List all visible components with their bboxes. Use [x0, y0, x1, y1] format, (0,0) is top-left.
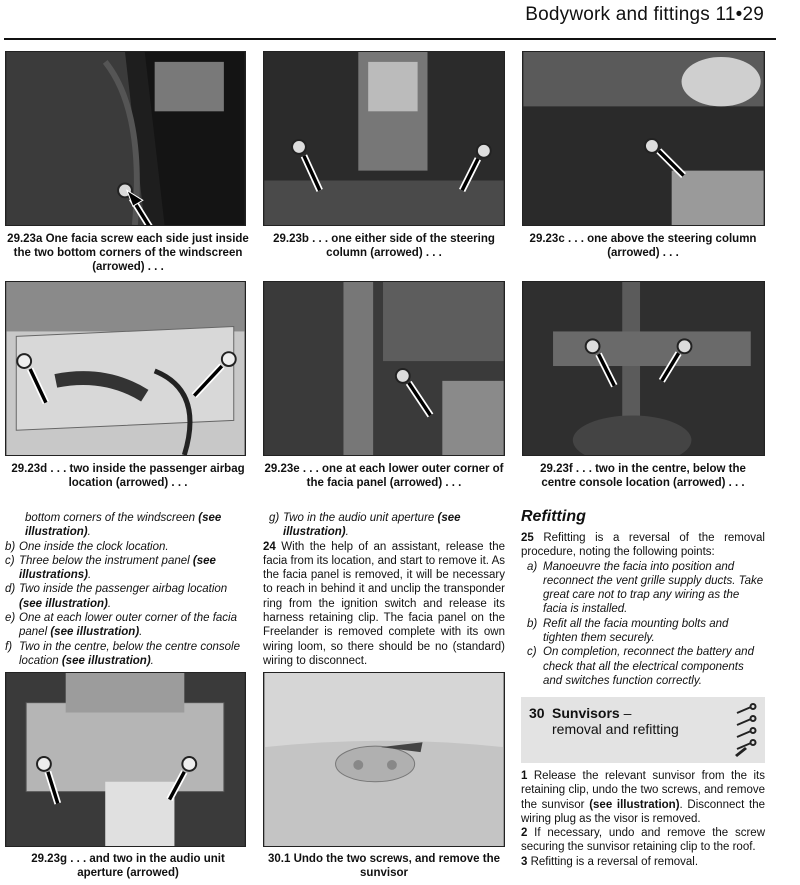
- text-column-3: [521, 531, 765, 688]
- paragraph-2: 2 If necessary, undo and remove the screw securing the sunvisor retaining clip to the roof.: [521, 827, 765, 854]
- caption-29-23f: 29.23f . . . two in the centre, below the centre console location (arrowed) . . .: [540, 463, 746, 489]
- section-subtitle: removal and refitting: [552, 721, 679, 737]
- section-number: 30: [529, 705, 545, 721]
- photo-windscreen-corner-image: [6, 52, 245, 225]
- list-item-f: f) Two in the centre, below the centre console location (see illustration).: [5, 640, 240, 667]
- caption-29-23a: 29.23a One facia screw each side just inside the two bottom corners of the windscreen (arrowed) . . .: [7, 233, 249, 273]
- photo-29-23b: [263, 51, 505, 226]
- caption-29-23e: 29.23e . . . one at each lower outer corner of the facia panel (arrowed) . . .: [264, 463, 504, 489]
- section-30-text: [521, 769, 765, 869]
- text-column-2: [263, 511, 505, 668]
- caption-29-23g: 29.23g . . . and two in the audio unit aperture (arrowed): [31, 853, 225, 879]
- list-item-d: d) Two inside the passenger airbag location (see illustration).: [5, 583, 228, 610]
- photo-above-steering-image: [523, 52, 764, 225]
- refit-item-a: a) Manoeuvre the facia into position and reconnect the vent grille supply ducts. Take great care not to trap any wiring as the facia is installed.: [527, 560, 764, 616]
- spanner-rating-icon: [733, 703, 759, 757]
- photo-30-1: [263, 672, 505, 847]
- caption-30-1: 30.1 Undo the two screws, and remove the sunvisor: [268, 853, 500, 879]
- list-item-g: g) Two in the audio unit aperture (see illustration).: [269, 512, 461, 539]
- section-30-header: [521, 697, 765, 763]
- photo-29-23d: [5, 281, 246, 456]
- header-rule: [4, 38, 776, 40]
- photo-29-23f: [522, 281, 765, 456]
- photo-29-23e: [263, 281, 505, 456]
- photo-29-23a: [5, 51, 246, 226]
- refit-item-c: c) On completion, reconnect the battery and check that all the electrical components and switches function correctly.: [527, 646, 754, 687]
- photo-29-23g: [5, 672, 246, 847]
- paragraph-3: 3 Refitting is a reversal of removal.: [521, 855, 699, 868]
- list-item-c: c) Three below the instrument panel (see illustrations).: [5, 554, 216, 582]
- photo-steering-column-image: [264, 52, 504, 225]
- photo-29-23c: [522, 51, 765, 226]
- section-title: Sunvisors –: [552, 705, 632, 721]
- list-item-e: e) One at each lower outer corner of the facia panel (see illustration).: [5, 612, 237, 639]
- photo-centre-console-image: [523, 282, 764, 455]
- refitting-heading: Refitting: [521, 508, 586, 525]
- refit-item-b: b) Refit all the facia mounting bolts and tighten them securely.: [527, 617, 729, 645]
- photo-airbag-location-image: [6, 282, 245, 455]
- page-header-title: Bodywork and fittings 11•29: [525, 4, 764, 25]
- list-item-b: b) One inside the clock location.: [5, 540, 169, 553]
- paragraph-24: 24 With the help of an assistant, release the facia from its location, and start to remove it. As the facia panel is removed, it will be necessary to reach in behind it and unclip the transponder ring from the ignition switch and release its harness retaining clip. The facia panel on the Freelander is removed complete with its own wiring loom, so there should be no (standard) wiring to disconnect.: [263, 540, 505, 667]
- paragraph-25: 25 Refitting is a reversal of the removal procedure, noting the following points:: [521, 532, 765, 559]
- continued-item-a: bottom corners of the windscreen (see illustration).: [25, 512, 222, 539]
- caption-29-23d: 29.23d . . . two inside the passenger airbag location (arrowed) . . .: [11, 463, 245, 489]
- caption-29-23b: 29.23b . . . one either side of the steering column (arrowed) . . .: [273, 233, 495, 259]
- text-column-1: [5, 511, 245, 668]
- photo-sunvisor-screws-image: [264, 673, 504, 846]
- paragraph-1: 1 Release the relevant sunvisor from the its retaining clip, undo the two screws, and remove the sunvisor (see illustration). Disconnect the wiring plug as the visor is removed.: [521, 770, 765, 825]
- photo-lower-corner-image: [264, 282, 504, 455]
- photo-audio-aperture-image: [6, 673, 245, 846]
- caption-29-23c: 29.23c . . . one above the steering column (arrowed) . . .: [529, 233, 757, 259]
